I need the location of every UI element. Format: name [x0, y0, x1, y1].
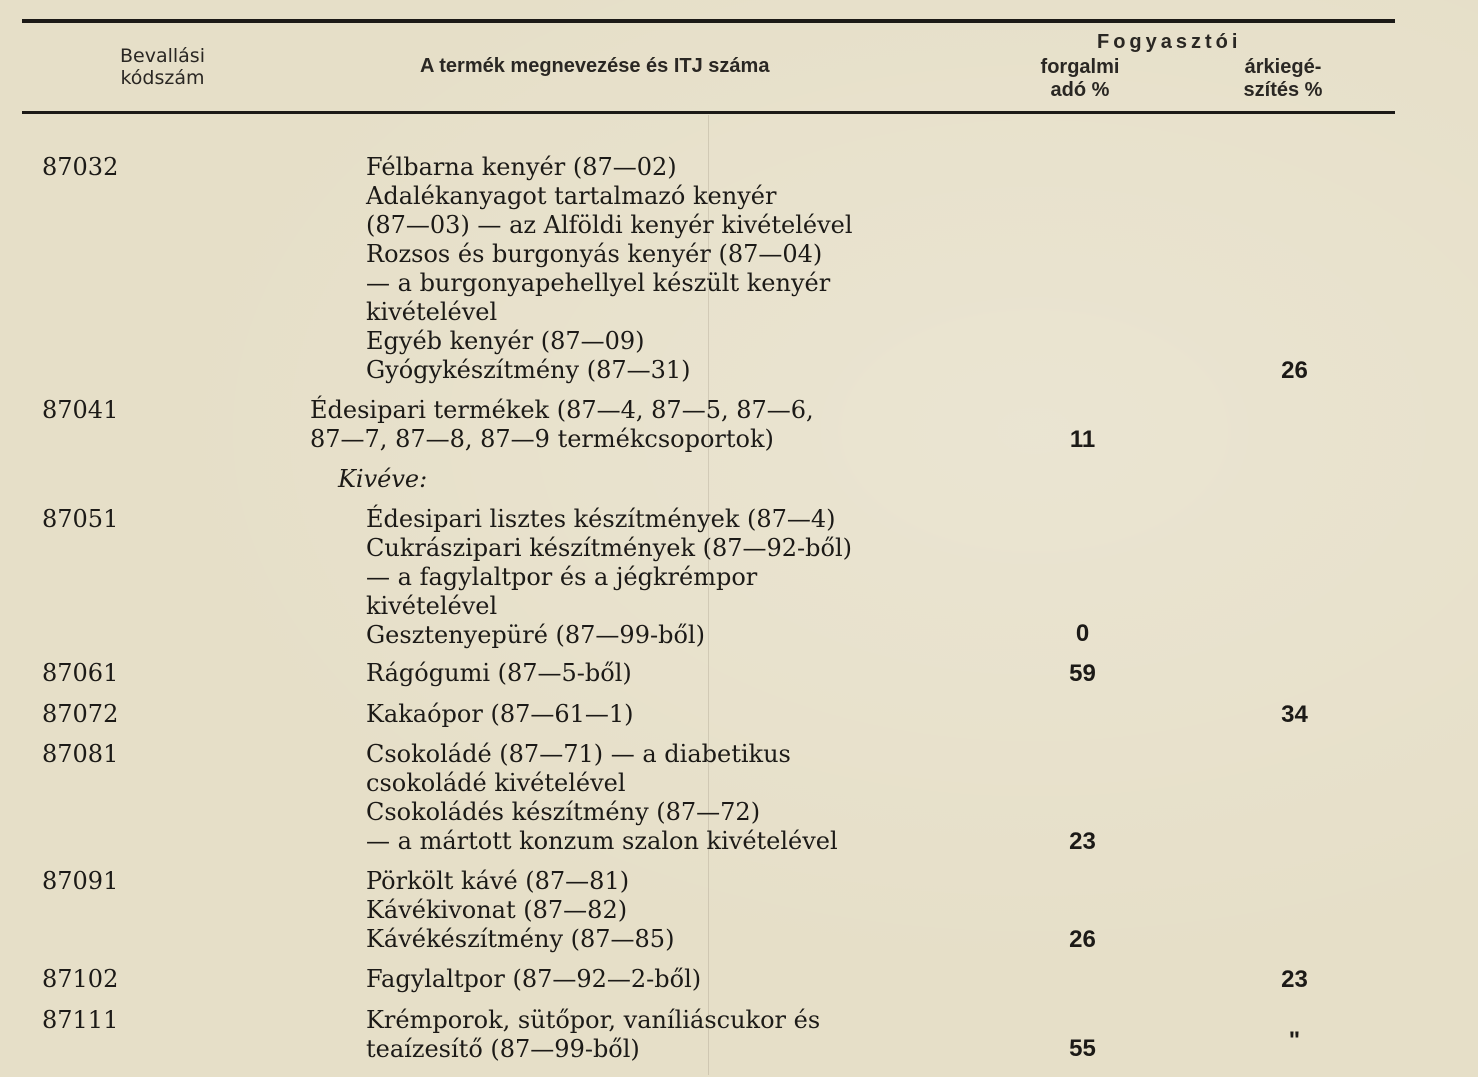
row-vat: 0: [1075, 620, 1090, 647]
row-vat: 59: [1069, 660, 1096, 687]
description-line: Édesipari termékek (87—4, 87—5, 87—6,: [310, 396, 814, 424]
description-line: 87—7, 87—8, 87—9 termékcsoportok): [310, 425, 774, 453]
description-line: Krémporok, sütőpor, vaníliáscukor és: [366, 1006, 821, 1034]
header-vat-column: forgalmi adó %: [1040, 56, 1120, 101]
description-line: csokoládé kivételével: [366, 769, 626, 797]
top-rule: [22, 19, 1395, 23]
row-vat: 11: [1069, 426, 1096, 453]
description-line: Rágógumi (87—5-ből): [366, 659, 632, 687]
header-consumer-group: Fogyasztói: [1097, 31, 1242, 53]
row-description: [366, 867, 986, 954]
row-code: 87041: [42, 396, 119, 424]
description-line: Fagylaltpor (87—92—2-ből): [366, 965, 702, 993]
row-description: [366, 505, 986, 650]
row-description: [366, 659, 986, 688]
description-line: Adalékanyagot tartalmazó kenyér: [366, 182, 777, 210]
row-code: 87081: [42, 740, 119, 768]
row-description: [310, 396, 930, 454]
description-line: Kávékészítmény (87—85): [366, 925, 675, 953]
description-line: Pörkölt kávé (87—81): [366, 867, 630, 895]
description-line: Csokoládés készítmény (87—72): [366, 798, 761, 826]
except-label: Kivéve:: [338, 465, 428, 493]
row-supplement: ": [1288, 1027, 1301, 1054]
row-vat: 23: [1069, 828, 1096, 855]
row-code: 87111: [42, 1006, 119, 1034]
row-code: 87072: [42, 700, 119, 728]
row-description: [366, 700, 986, 729]
description-line: Rozsos és burgonyás kenyér (87—04): [366, 240, 823, 268]
description-line: Cukrászipari készítmények (87—92-ből): [366, 534, 853, 562]
description-line: Félbarna kenyér (87—02): [366, 153, 677, 181]
description-line: — a fagylaltpor és a jégkrémpor: [366, 563, 758, 591]
header-code-column: Bevallási kódszám: [120, 45, 205, 89]
row-code: 87091: [42, 867, 119, 895]
description-line: teaízesítő (87—99-ből): [366, 1035, 640, 1063]
header-name-column: A termék megnevezése és ITJ száma: [420, 55, 770, 77]
description-line: Édesipari lisztes készítmények (87—4): [366, 505, 836, 533]
row-code: 87102: [42, 965, 119, 993]
row-vat: 55: [1069, 1035, 1096, 1062]
row-code: 87032: [42, 153, 119, 181]
description-line: Kávékivonat (87—82): [366, 896, 628, 924]
row-description: [366, 1006, 986, 1064]
row-code: 87051: [42, 505, 119, 533]
description-line: Kakaópor (87—61—1): [366, 700, 634, 728]
description-line: Gyógykészítmény (87—31): [366, 356, 691, 384]
description-line: Egyéb kenyér (87—09): [366, 327, 645, 355]
description-line: (87—03) — az Alföldi kenyér kivételével: [366, 211, 853, 239]
description-line: kivételével: [366, 298, 498, 326]
row-code: 87061: [42, 659, 119, 687]
row-description: [366, 153, 986, 385]
description-line: — a burgonyapehellyel készült kenyér: [366, 269, 831, 297]
row-supplement: 26: [1281, 357, 1308, 384]
description-line: — a mártott konzum szalon kivételével: [366, 827, 838, 855]
header-supplement-column: árkiegé-szítés %: [1243, 56, 1323, 101]
description-line: Csokoládé (87—71) — a diabetikus: [366, 740, 791, 768]
description-line: Gesztenyepüré (87—99-ből): [366, 621, 705, 649]
header-rule: [22, 111, 1395, 114]
row-description: [366, 740, 986, 856]
row-supplement: 23: [1281, 966, 1308, 993]
description-line: kivételével: [366, 592, 498, 620]
row-description: [366, 965, 986, 994]
row-vat: 26: [1069, 926, 1096, 953]
row-supplement: 34: [1281, 701, 1308, 728]
